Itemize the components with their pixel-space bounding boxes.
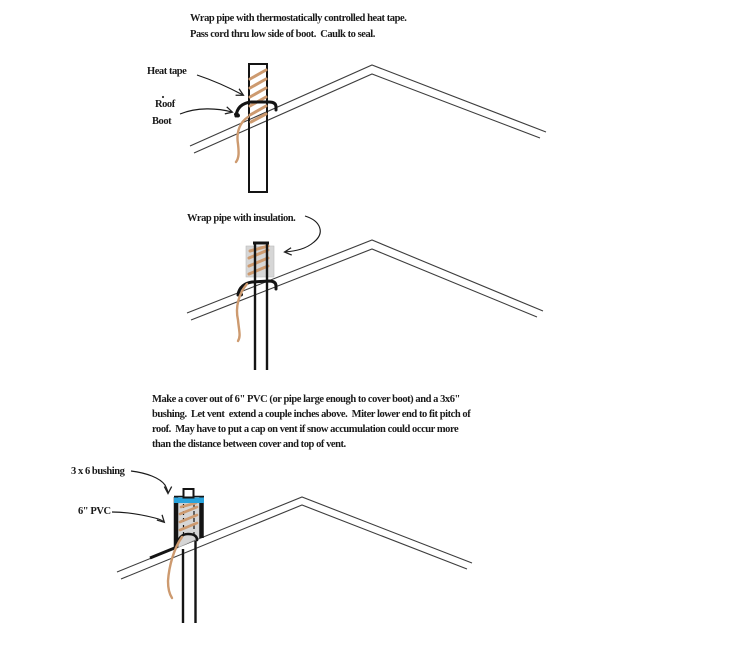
top-note-line1: Wrap pipe with thermostatically controlled heat tape. — [190, 13, 407, 24]
roof-boot-arrow — [180, 109, 232, 114]
pvc-note-line1: Make a cover out of 6" PVC (or pipe large enough to cover boot) and a 3x6" — [152, 394, 460, 405]
top-note-line2: Pass cord thru low side of boot. Caulk to seal. — [190, 29, 375, 40]
diagram-pvc-cover — [112, 471, 472, 623]
heat-tape-arrow — [197, 75, 243, 95]
bushing-arrow — [131, 471, 168, 493]
heat-tape-spiral — [250, 70, 266, 122]
heat-tape-label: Heat tape — [147, 66, 187, 77]
pvc-note-line2: bushing. Let vent extend a couple inches above. Miter lower end to fit pitch of — [152, 409, 471, 420]
boot-label: Boot — [152, 116, 172, 127]
insulation-note: Wrap pipe with insulation. — [187, 213, 296, 224]
roof-lower-line — [121, 505, 467, 579]
diagram-heat-tape — [162, 64, 546, 192]
heat-tape-cord — [236, 117, 248, 162]
diagram-insulation — [187, 216, 543, 370]
pvc-note-line3: roof. May have to put a cap on vent if snow accumulation could occur more — [152, 424, 459, 435]
pvc-note-line4: than the distance between cover and top of vent. — [152, 439, 346, 450]
pvc-label: 6" PVC — [78, 506, 111, 517]
roof-upper-line — [187, 240, 543, 313]
roof-lower-line — [194, 74, 540, 153]
vent-stub — [184, 489, 194, 498]
bushing-label: 3 x 6 bushing — [71, 466, 125, 477]
roof-label: Roof — [155, 99, 175, 110]
pvc-arrow — [112, 512, 164, 522]
